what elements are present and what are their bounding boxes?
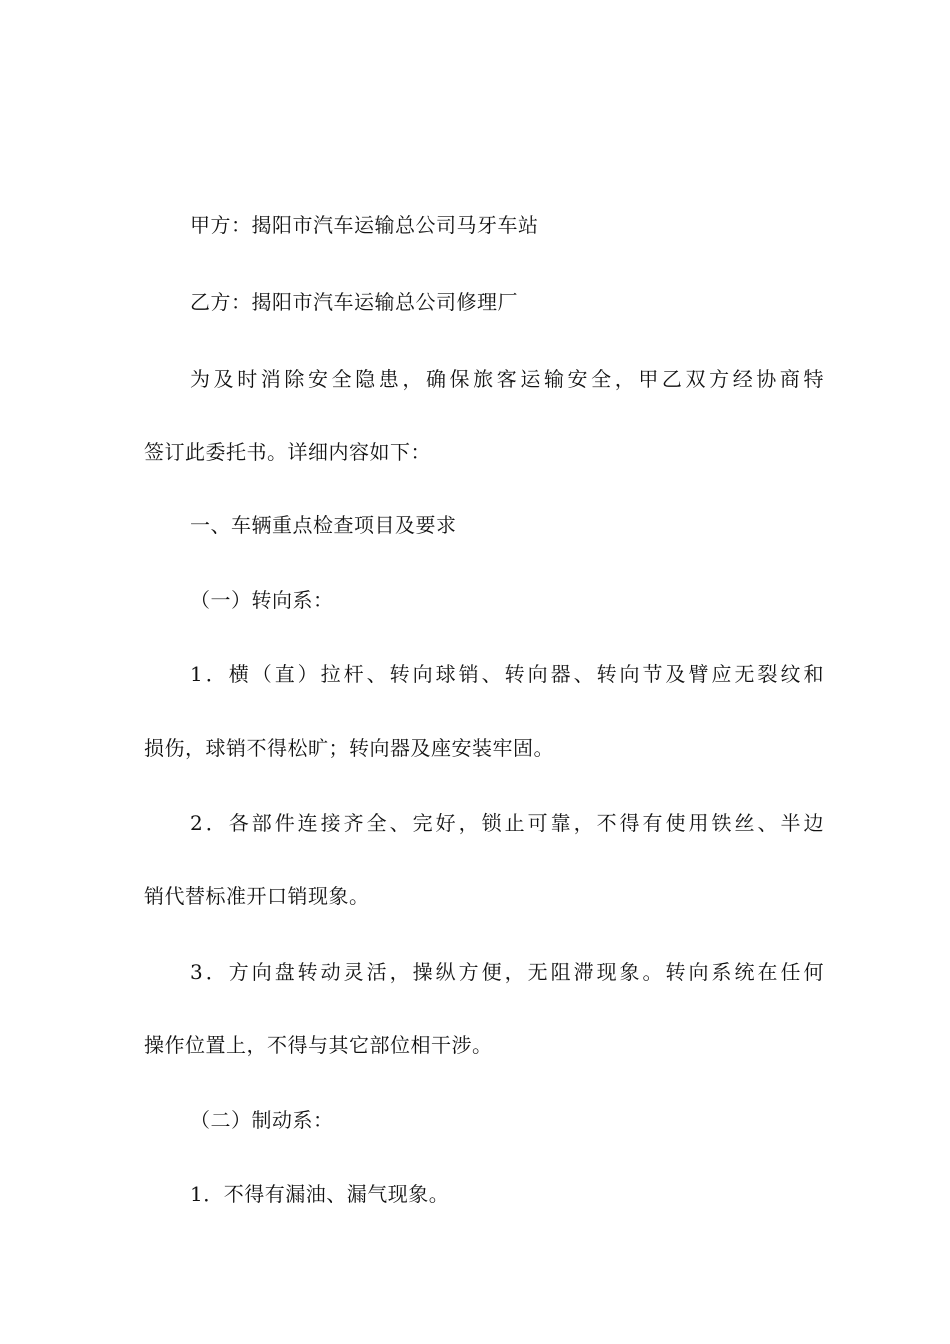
steering-item-1-line-2: 损伤，球销不得松旷；转向器及座安装牢固。 — [144, 736, 554, 760]
subsection-heading-steering: （一）转向系： — [190, 588, 334, 612]
party-b-line: 乙方：揭阳市汽车运输总公司修理厂 — [190, 290, 518, 314]
intro-paragraph-line-1: 为及时消除安全隐患，确保旅客运输安全，甲乙双方经协商特 — [190, 367, 824, 391]
section-heading-1: 一、车辆重点检查项目及要求 — [190, 513, 457, 537]
subsection-heading-braking: （二）制动系： — [190, 1108, 334, 1132]
braking-item-1: 1．不得有漏油、漏气现象。 — [190, 1182, 450, 1206]
steering-item-3-line-1: 3．方向盘转动灵活，操纵方便，无阻滞现象。转向系统在任何 — [190, 960, 824, 984]
intro-paragraph-line-2: 签订此委托书。详细内容如下： — [144, 440, 431, 464]
steering-item-3-line-2: 操作位置上，不得与其它部位相干涉。 — [144, 1033, 493, 1057]
steering-item-1-line-1: 1．横（直）拉杆、转向球销、转向器、转向节及臂应无裂纹和 — [190, 662, 824, 686]
party-a-line: 甲方：揭阳市汽车运输总公司马牙车站 — [190, 213, 539, 237]
steering-item-2-line-2: 销代替标准开口销现象。 — [144, 884, 370, 908]
steering-item-2-line-1: 2．各部件连接齐全、完好，锁止可靠，不得有使用铁丝、半边 — [190, 811, 824, 835]
